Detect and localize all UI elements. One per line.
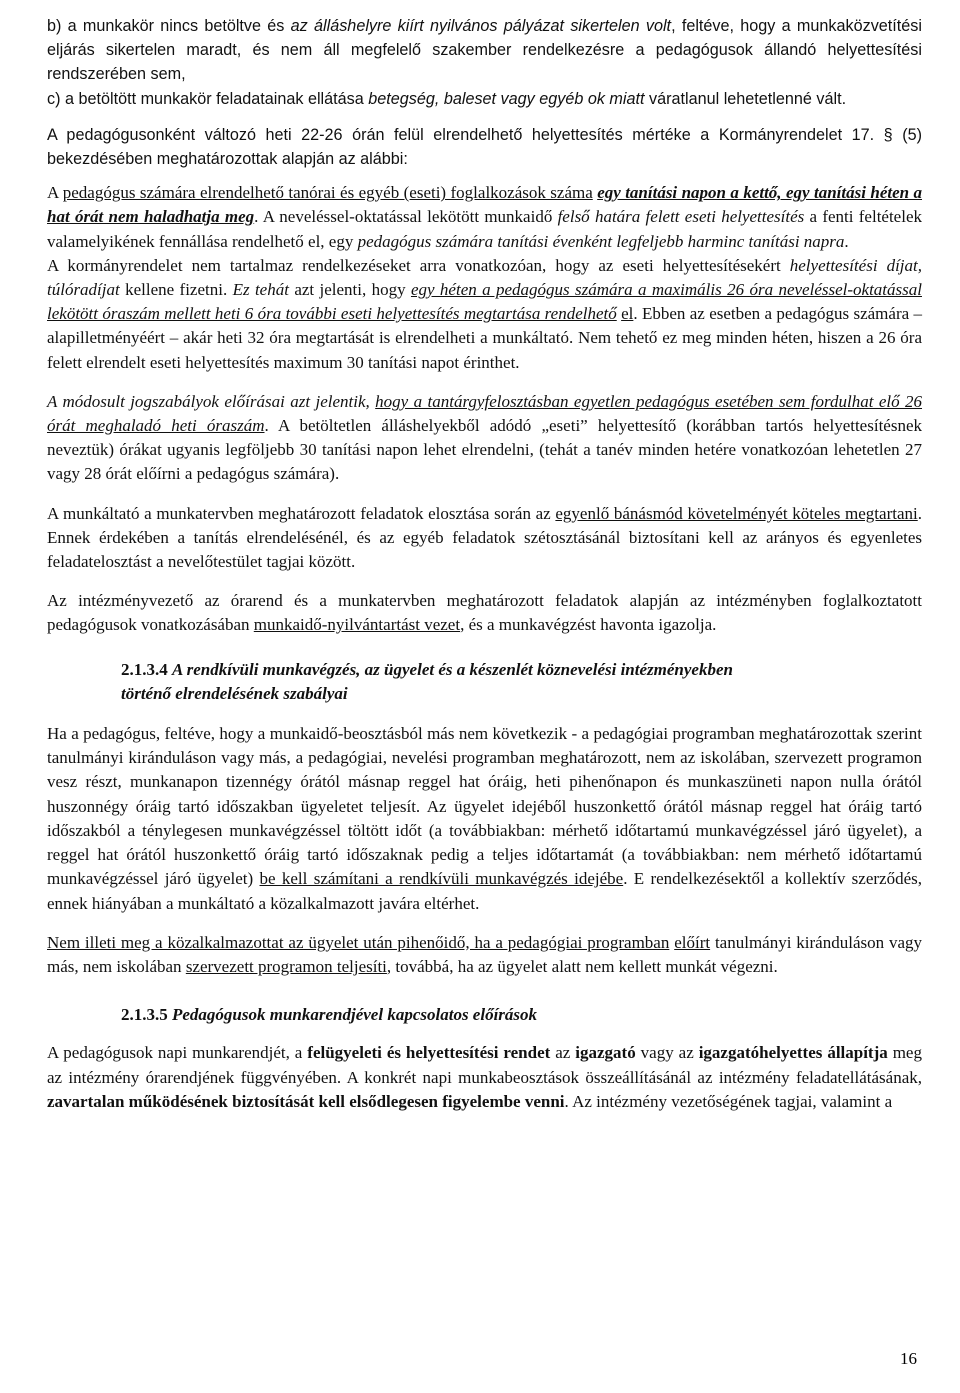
text-run: . Ebben az esetben a pedagógus számára – alapilletményéért – akár heti 32 óra megtartását is elrendelheti a munkáltató. Nem tehető ez meg minden héten, hiszen a 26 óra felett elrendelt eseti helyettesítés maximum 30 tanítási napot érinthet.	[47, 304, 923, 372]
bold-italic-underlined-run: egy tanítási napon a kettő, egy tanítási héten a hat órát nem haladhatja meg	[47, 183, 923, 227]
text-run: vagy az	[635, 1043, 699, 1063]
section-heading-2-1-3-5	[47, 1003, 922, 1027]
paragraph-worktime-record	[47, 589, 922, 637]
text-run: . Ennek érdekében a tanítás elrendelésénél, és az egyéb feladatok szétosztásánál biztosítani kell az arányos és egyenletes feladatelosztást a nevelőtestület tagjai között.	[47, 503, 922, 572]
paragraph-substitution-limits	[47, 181, 922, 254]
text-run: meg az intézmény órarendjének függvényében. A konkrét napi munkabeosztások összeállításánál az intézmény feladatellátásának,	[47, 1043, 922, 1087]
text-run: . Az intézmény vezetőségének tagjai, valamint a	[564, 1091, 893, 1111]
section-heading-2-1-3-4	[47, 658, 922, 706]
text-run: kellene fizetni.	[119, 280, 233, 300]
italic-run: Ez tehát	[232, 280, 289, 300]
bold-run: igazgató	[575, 1043, 636, 1063]
italic-run: az álláshelyre kiírt nyilvános pályázat sikertelen volt	[290, 17, 672, 35]
section-title: Pedagógusok munkarendjével kapcsolatos előírások	[172, 1005, 538, 1025]
italic-run: felső határa felett eseti helyettesítés	[557, 207, 805, 227]
paragraph-condition-c	[47, 87, 922, 111]
text-run: , továbbá, ha az ügyelet alatt nem kellett munkát végezni.	[386, 956, 778, 976]
paragraph-substitution-pay	[47, 254, 922, 375]
text-run: . A betöltetlen álláshelyekből adódó „eseti” helyettesítő (korábban tartós helyettesítésnek neveztük) órákat ugyanis legföljebb 30 tanítási napon lehet elrendelni, (tehát a tanév minden hetére vonatkozóan lehetetlen 27 vagy 28 órát előírni a pedagógus számára).	[47, 416, 922, 484]
paragraph-substitution-measure	[47, 123, 922, 171]
paragraph-work-schedule	[47, 1041, 922, 1114]
paragraph-rest-time	[47, 931, 922, 979]
text-run: A munkáltató a munkatervben meghatározott feladatok elosztása során az	[47, 503, 556, 523]
text-run: Ha a pedagógus, feltéve, hogy a munkaidő-beosztásból más nem következik - a pedagógiai programban meghatározottak szerint tanulmányi kiránduláson vagy más, a pedagógiai, nevelési programban meghatározott, nem az iskolában, szervezett programon vesz részt, munkanapon tizennégy órától másnap reggel hat óráig, heti pihenőnapon és munkaszüneti napon nulla órától huszonnégy óráig tartó időszakban ügyeletet teljesít. Az ügyelet idejéből huszonkettő órától másnap reggel hat óráig tartó időszakból a ténylegesen munkavégzéssel töltött időt (a továbbiakban: mérhető időtartamú munkavégzéssel járó ügyelet), a reggel hat órától huszonkettő óráig tartó időszaknak pedig a teljes időtartamát (a továbbiakban: nem mérhető időtartamú munkavégzéssel járó ügyelet)	[47, 724, 922, 889]
paragraph-modified-regulations	[47, 390, 922, 487]
italic-underlined-run: egy héten a pedagógus számára a maximális 26 óra neveléssel-oktatással lekötött óraszám mellett heti 6 óra további eseti helyettesítés megtartása rendelhető	[47, 280, 922, 324]
italic-run: pedagógus számára tanítási évenként legfeljebb harminc tanítási napra	[357, 231, 845, 251]
text-run: tanulmányi kiránduláson vagy más, nem iskolában	[47, 932, 922, 976]
text-run: . A neveléssel-oktatással lekötött munkaidő	[254, 207, 558, 227]
italic-run: A módosult jogszabályok előírásai azt jelentik,	[47, 391, 370, 411]
text-run: azt jelenti, hogy	[288, 280, 411, 300]
section-title-continued: történő elrendelésének szabályai	[121, 683, 348, 703]
text-run: , feltéve, hogy a munkaközvetítési eljárás sikertelen maradt, és nem áll megfelelő szakember rendelkezésre a pedagógusok állandó helyettesítési rendszerében sem,	[47, 17, 922, 84]
underlined-run: be kell számítani a rendkívüli munkavégzés idejébe	[259, 869, 624, 889]
paragraph-equal-treatment	[47, 502, 922, 575]
section-number: 2.1.3.4	[121, 659, 172, 679]
text-run: A kormányrendelet nem tartalmaz rendelkezéseket arra vonatkozóan, hogy az eseti helyettesítésekért	[47, 255, 790, 275]
section-number: 2.1.3.5	[121, 1005, 172, 1025]
text-run: az	[550, 1043, 576, 1063]
underlined-run: munkaidő-nyilvántartást vezet	[253, 615, 461, 635]
text-run: . E rendelkezésektől a kollektív szerződés, ennek hiányában a munkáltató a közalkalmazott javára eltérhet.	[47, 869, 922, 913]
page-number: 16	[900, 1349, 917, 1368]
bold-run: zavartalan működésének biztosítását kell elsődlegesen figyelembe venni	[47, 1091, 565, 1111]
underlined-run: el	[621, 304, 634, 324]
underlined-run: pedagógus számára elrendelhető tanórai és egyéb (eseti) foglalkozások száma	[62, 183, 593, 203]
italic-run: helyettesítési díjat, túlóradíjat	[47, 255, 923, 300]
text-run: c) a betöltött munkakör feladatainak ellátása	[47, 89, 369, 108]
text-run: A pedagógusonként változó heti 22-26 órán felül elrendelhető helyettesítés mértéke a Kormányrendelet 17. § (5) bekezdésében meghatározottak alapján az alábbi:	[47, 125, 922, 169]
text-run: Az intézményvezető az órarend és a munkatervben meghatározott feladatok alapján az intézményben foglalkoztatott pedagógusok vonatkozásában	[47, 591, 922, 635]
italic-run: betegség, baleset vagy egyéb ok miatt	[368, 89, 645, 108]
text-run: b) a munkakör nincs betöltve és	[47, 17, 291, 35]
underlined-run: előírt	[674, 932, 711, 952]
bold-run: igazgatóhelyettes állapítja	[698, 1043, 888, 1063]
underlined-run: egyenlő bánásmód követelményét köteles megtartani	[555, 503, 918, 523]
bold-run: felügyeleti és helyettesítési rendet	[307, 1043, 551, 1063]
section-title: A rendkívüli munkavégzés, az ügyelet és a készenlét köznevelési intézményekben	[172, 659, 733, 679]
text-run: a fenti feltételek valamelyikének fennállása rendelhető el, egy	[47, 207, 922, 251]
text-run: .	[844, 231, 849, 251]
italic-underlined-run: hogy a tantárgyfelosztásban egyetlen pedagógus esetében sem fordulhat elő 26 órát meghaladó heti óraszám	[47, 391, 923, 436]
text-run: A	[47, 183, 63, 203]
underlined-run: szervezett programon teljesíti	[185, 956, 387, 976]
paragraph-condition-b	[47, 14, 922, 87]
paragraph-duty-rules	[47, 722, 922, 916]
text-run: A pedagógusok napi munkarendjét, a	[47, 1043, 308, 1063]
text-run: , és a munkavégzést havonta igazolja.	[460, 615, 717, 635]
underlined-run: Nem illeti meg a közalkalmazottat az ügyelet után pihenőidő, ha a pedagógiai programban	[47, 932, 670, 952]
text-run: váratlanul lehetetlenné vált.	[644, 89, 847, 108]
